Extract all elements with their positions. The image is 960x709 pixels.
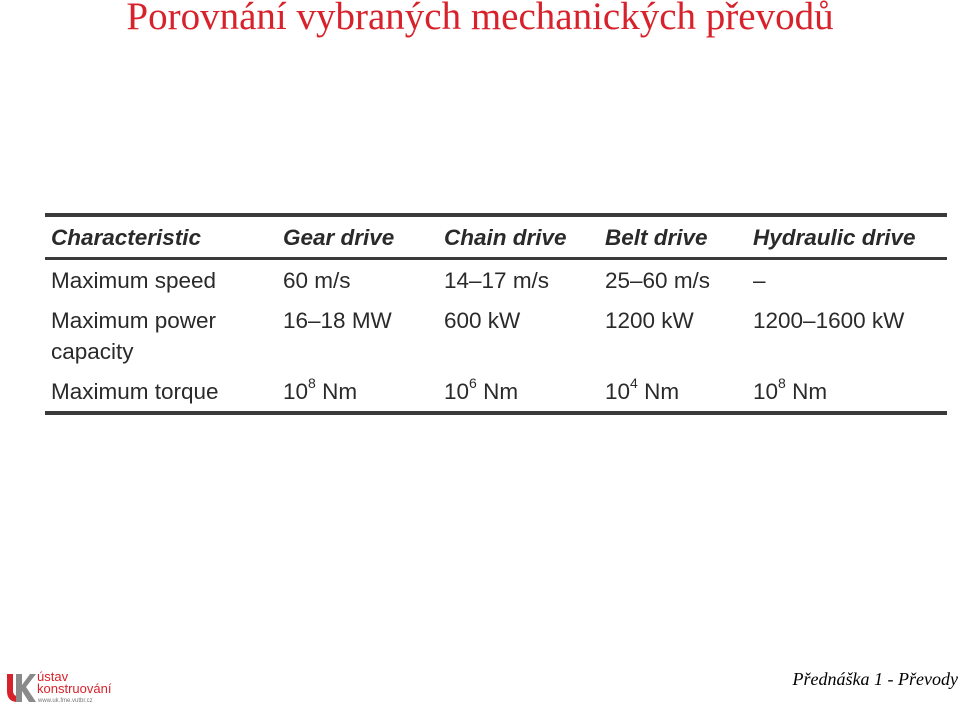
cell-chain-drive: 600 kW bbox=[444, 308, 521, 333]
cell-belt-drive: 1200 kW bbox=[605, 308, 694, 333]
torque-exponent: 8 bbox=[308, 374, 316, 391]
header-chain-drive: Chain drive bbox=[444, 225, 567, 250]
header-hydraulic-drive: Hydraulic drive bbox=[753, 225, 916, 250]
header-belt-drive: Belt drive bbox=[605, 225, 708, 250]
cell-chain-drive: 14–17 m/s bbox=[444, 268, 550, 293]
cell-gear-drive: 16–18 MW bbox=[283, 308, 392, 333]
torque-base: 10 bbox=[283, 379, 309, 404]
table-row bbox=[45, 259, 947, 301]
cell-characteristic: Maximum speed bbox=[51, 268, 217, 293]
torque-exponent: 8 bbox=[778, 374, 786, 391]
torque-unit: Nm bbox=[637, 379, 680, 404]
table-row bbox=[45, 371, 947, 413]
cell-hydraulic-drive: – bbox=[753, 268, 766, 293]
torque-base: 10 bbox=[444, 379, 470, 404]
table-body bbox=[45, 259, 947, 414]
torque-base: 10 bbox=[605, 379, 631, 404]
torque-unit: Nm bbox=[315, 379, 358, 404]
cell-chain-drive bbox=[438, 371, 599, 413]
torque-exponent: 4 bbox=[630, 374, 638, 391]
cell-gear-drive bbox=[277, 371, 438, 413]
cell-belt-drive: 25–60 m/s bbox=[605, 268, 711, 293]
cell-hydraulic-drive: 1200–1600 kW bbox=[753, 308, 905, 333]
torque-unit: Nm bbox=[785, 379, 828, 404]
logo-text-line2: konstruování bbox=[37, 681, 112, 696]
logo-text-line1: ústav bbox=[37, 669, 69, 684]
torque-exponent: 6 bbox=[469, 374, 477, 391]
institute-logo bbox=[4, 669, 126, 707]
cell-gear-drive: 60 m/s bbox=[283, 268, 351, 293]
torque-unit: Nm bbox=[476, 379, 519, 404]
footer-lecture-label: Přednáška 1 - Převody bbox=[792, 669, 958, 689]
uk-logo-icon bbox=[4, 671, 36, 703]
cell-characteristic: Maximum torque bbox=[51, 379, 219, 404]
header-characteristic: Characteristic bbox=[51, 225, 202, 250]
header-gear-drive: Gear drive bbox=[283, 225, 395, 250]
table-row bbox=[45, 300, 947, 371]
table-header bbox=[45, 215, 947, 259]
comparison-table bbox=[45, 213, 947, 415]
cell-hydraulic-drive bbox=[747, 371, 947, 413]
torque-base: 10 bbox=[753, 379, 779, 404]
cell-belt-drive bbox=[599, 371, 747, 413]
comparison-table-wrapper bbox=[45, 213, 947, 415]
table-header-row bbox=[45, 215, 947, 259]
slide-title: Porovnání vybraných mechanických převodů bbox=[126, 0, 834, 38]
cell-characteristic: Maximum power capacity bbox=[51, 308, 217, 364]
logo-url: www.uk.fme.vutbr.cz bbox=[38, 698, 93, 704]
